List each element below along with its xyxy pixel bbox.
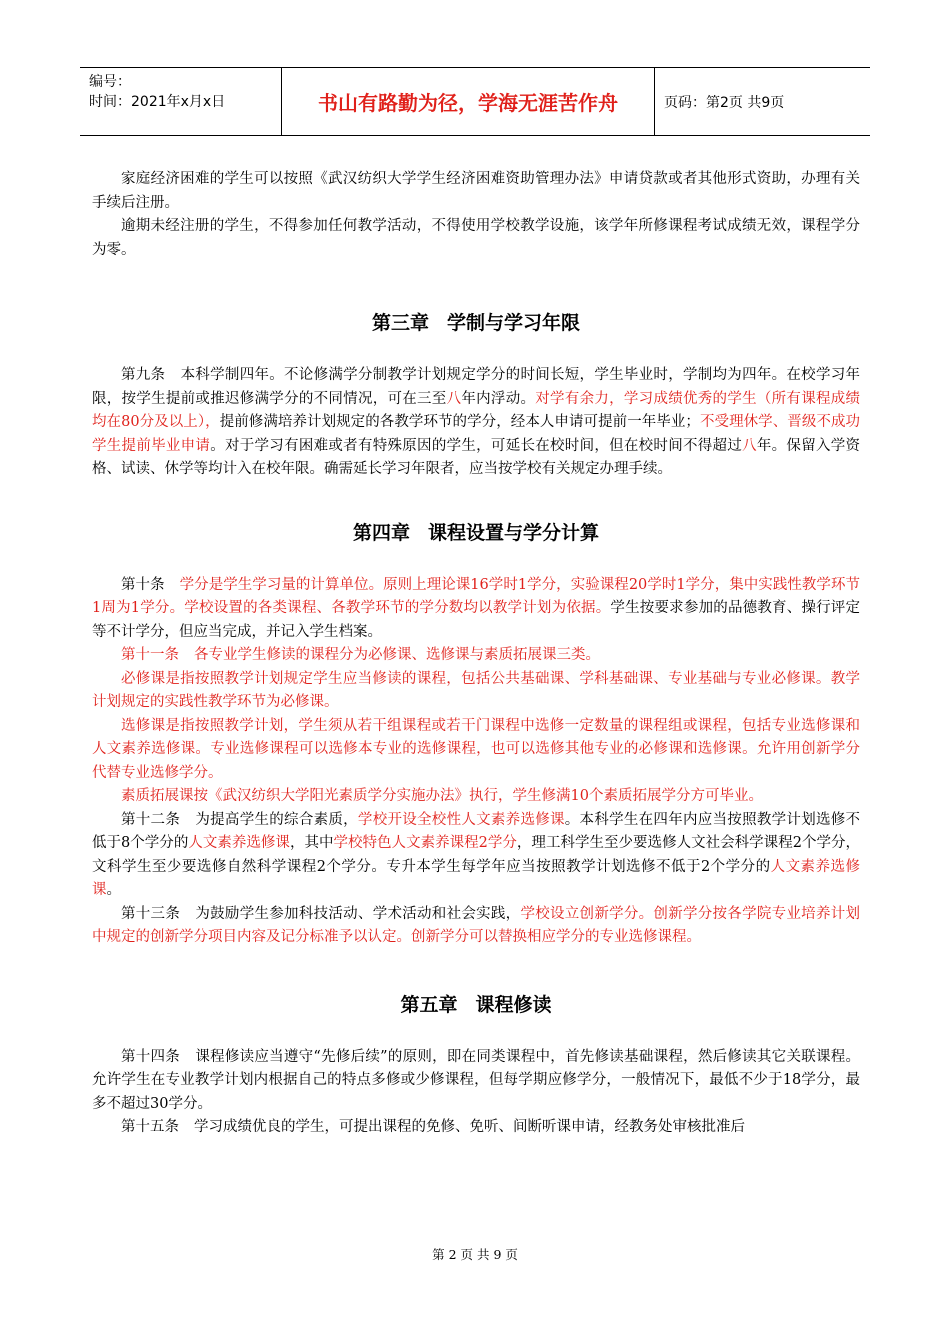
article-15: 第十五条 学习成绩优良的学生，可提出课程的免修、免听、间断听课申请，经教务处审核批准后 — [121, 1119, 745, 1135]
article-10: 第十条 学分是学生学习量的计算单位。原则上理论课16学时1学分，实验课程20学时1学分，集中实践性教学环节1周为1学分。学校设置的各类课程、各教学环节的学分数均以教学计划为依据。学生按要求参加的品德教育、操行评定等不计学分，但应当完成，并记入学生档案。 — [92, 576, 860, 640]
chapter-5-heading — [92, 988, 860, 1022]
header-meta — [80, 68, 282, 135]
paragraph-late-registration: 逾期未经注册的学生，不得参加任何教学活动，不得使用学校教学设施，该学年所修课程考试成绩无效，课程学分为零。 — [92, 218, 860, 258]
chapter-3-heading — [92, 306, 860, 340]
paragraph-financial-aid: 家庭经济困难的学生可以按照《武汉纺织大学学生经济困难资助管理办法》申请贷款或者其他形式资助，办理有关手续后注册。 — [92, 171, 860, 211]
article-15-label: 第十五条 — [121, 1119, 179, 1135]
article-13-label: 第十三条 — [121, 905, 181, 922]
paragraph-required-courses: 必修课是指按照教学计划规定学生应当修读的课程，包括公共基础课、学科基础课、专业基础与专业必修课。教学计划规定的实践性教学环节为必修课。 — [92, 670, 860, 710]
article-13: 第十三条 为鼓励学生参加科技活动、学术活动和社会实践，学校设立创新学分。创新学分按各学院专业培养计划中规定的创新学分项目内容及记分标准予以认定。创新学分可以替换相应学分的专业选修课程。 — [92, 905, 861, 945]
paragraph-quality-courses: 素质拓展课按《武汉纺织大学阳光素质学分实施办法》执行，学生修满10个素质拓展学分方可毕业。 — [121, 788, 763, 804]
article-11: 第十一条 各专业学生修读的课程分为必修课、选修课与素质拓展课三类。 — [121, 647, 600, 663]
paragraph-elective-courses: 选修课是指按照教学计划，学生须从若干组课程或若干门课程中选修一定数量的课程组或课程，包括专业选修课和人文素养选修课。专业选修课程可以选修本专业的选修课程，也可以选修其他专业的必修课和选修课。允许用创新学分代替专业选修学分。 — [92, 717, 860, 781]
article-12: 第十二条 为提高学生的综合素质，学校开设全校性人文素养选修课。本科学生在四年内应当按照教学计划选修不低于8个学分的人文素养选修课，其中学校特色人文素养课程2学分，理工科学生至少要选修人文社会科学课程2个学分，文科学生至少要选修自然科学课程2个学分。专升本学生每学年应当按照教学计划选修不低于2个学分的人文素养选修课。 — [92, 811, 861, 898]
chapter-4-heading — [92, 516, 860, 550]
chapter-3-number: 第三章 — [371, 312, 429, 334]
article-9: 第九条 本科学制四年。不论修满学分制教学计划规定学分的时间长短，学生毕业时，学制均为四年。在校学习年限，按学生提前或推迟修满学分的不同情况，可在三至八年内浮动。对学有余力，学习成绩优秀的学生（所有课程成绩均在80分及以上），提前修满培养计划规定的各教学环节的学分，经本人申请可提前一年毕业；不受理休学、晋级不成功学生提前毕业申请。对于学习有困难或者有特殊原因的学生，可延长在校时间，但在校时间不得超过八年。保留入学资格、试读、休学等均计入在校年限。确需延长学习年限者，应当按学校有关规定办理手续。 — [92, 367, 861, 477]
header-page-number: 页码：第2页 共9页 — [664, 94, 785, 111]
chapter-4-number: 第四章 — [352, 521, 410, 544]
article-9-label: 第九条 — [121, 367, 166, 383]
header-time: 时间：2021年x月x日 — [89, 94, 226, 110]
chapter-3-title: 学制与学习年限 — [447, 312, 581, 334]
page-header — [80, 67, 870, 136]
header-number: 编号： — [89, 74, 131, 90]
document-body — [92, 168, 860, 1140]
chapter-5-number: 第五章 — [400, 993, 458, 1016]
article-14-label: 第十四条 — [121, 1048, 181, 1065]
article-10-label: 第十条 — [121, 576, 165, 593]
chapter-5-title: 课程修读 — [475, 993, 552, 1016]
chapter-4-title: 课程设置与学分计算 — [428, 521, 600, 544]
article-12-label: 第十二条 — [121, 811, 181, 828]
page-footer: 第 2 页 共 9 页 — [432, 1247, 518, 1262]
article-11-label: 第十一条 — [121, 647, 179, 663]
header-motto: 书山有路勤为径，学海无涯苦作舟 — [282, 68, 655, 135]
article-14: 第十四条 课程修读应当遵守“先修后续”的原则，即在同类课程中，首先修读基础课程，然后修读其它关联课程。允许学生在专业教学计划内根据自己的特点多修或少修课程，但每学期应修学分，一般情况下，最低不少于18学分，最多不超过30学分。 — [92, 1048, 861, 1112]
